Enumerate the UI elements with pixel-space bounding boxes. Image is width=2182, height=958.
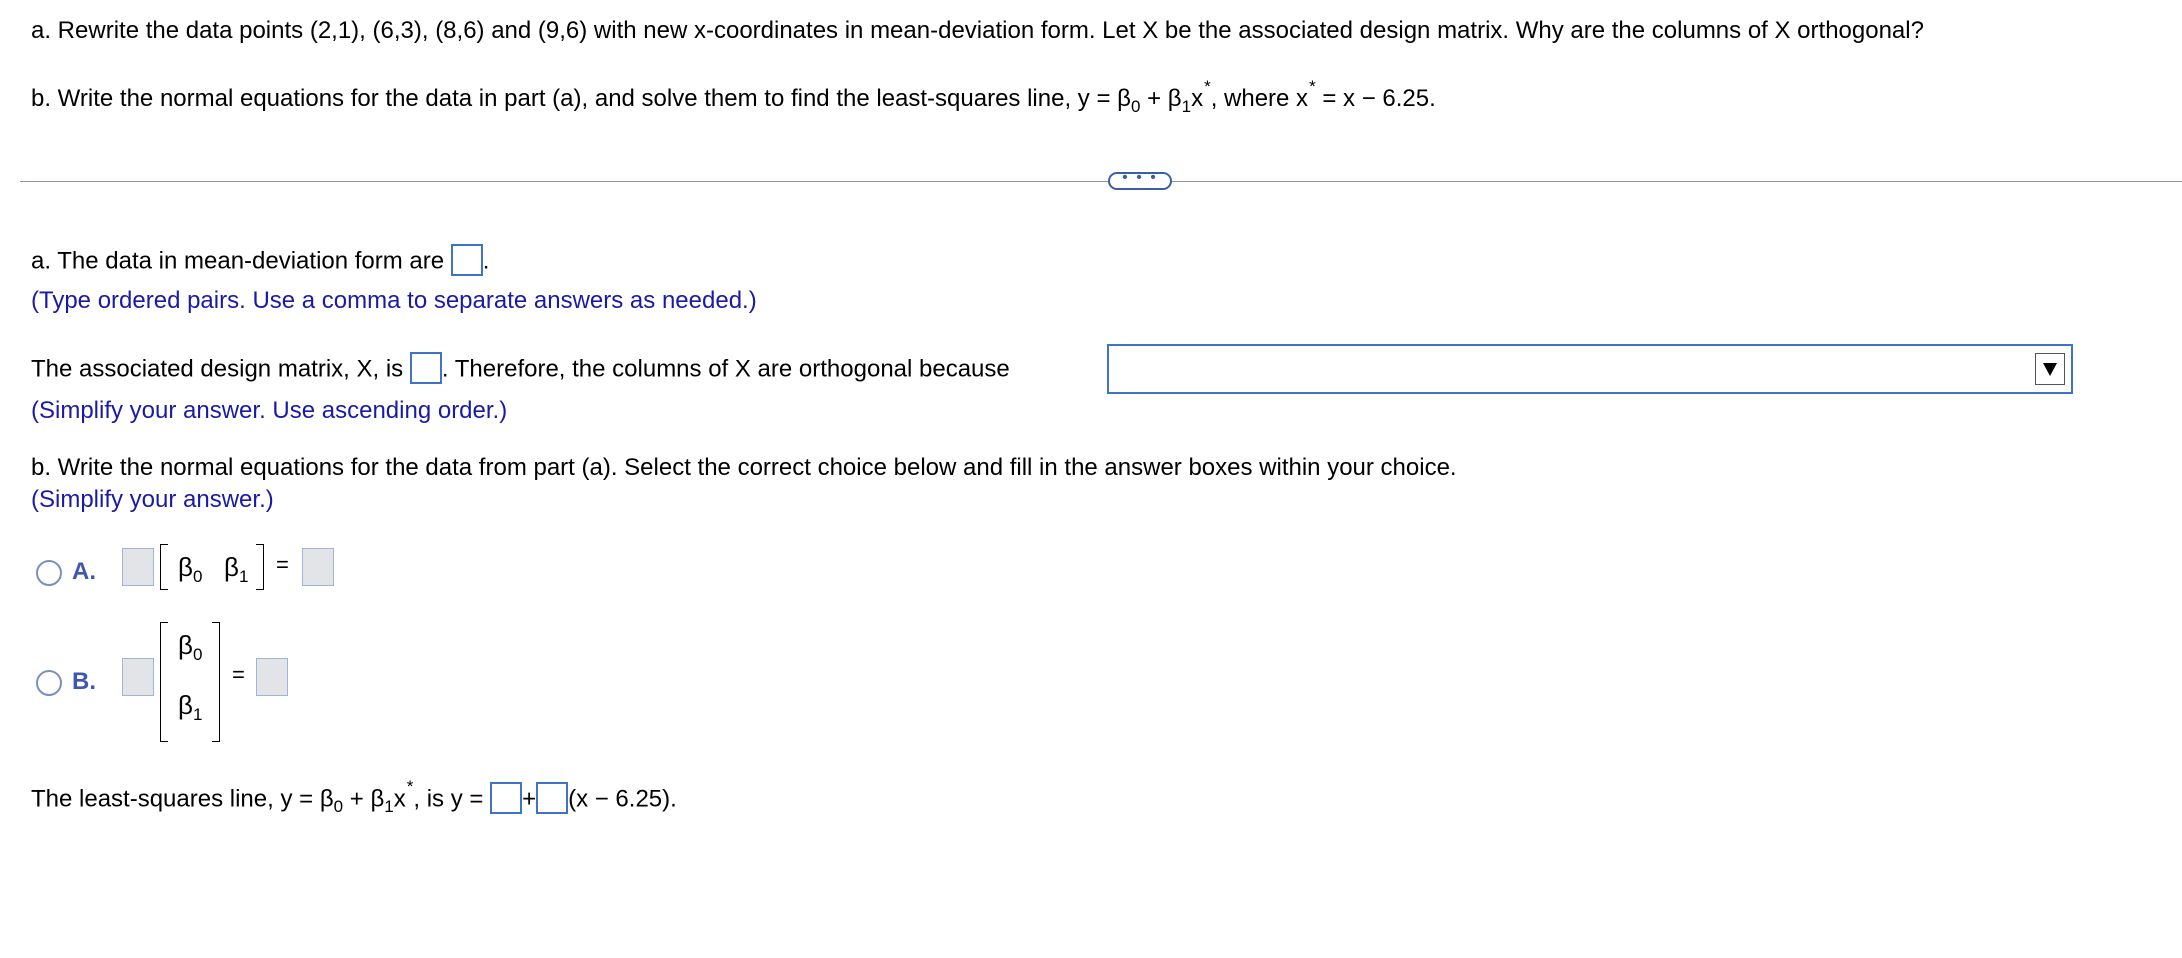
- option-a-radio[interactable]: [36, 560, 62, 586]
- mean-deviation-data-input[interactable]: [451, 244, 483, 276]
- option-a-label[interactable]: A.: [72, 558, 96, 585]
- question-part-a: a. Rewrite the data points (2,1), (6,3), (8,6) and (9,6) with new x-coordinates in mean-deviation form. Let X be the associated design matrix. Why are the columns of X orthogonal?: [31, 17, 1924, 44]
- least-squares-row: The least-squares line, $y = \beta_0 + \beta_1x^*$, is y = + (x − 6.25).: [31, 777, 677, 817]
- option-b-left-bracket: [160, 622, 168, 742]
- option-b-coefficient-matrix-input[interactable]: [122, 658, 154, 696]
- option-a-rhs-input[interactable]: [302, 548, 334, 586]
- part-b-prompt: b. Write the normal equations for the data from part (a). Select the correct choice below and fill in the answer boxes within your choice.: [31, 454, 1457, 481]
- design-matrix-row: The associated design matrix, X, is . Therefore, the columns of X are orthogonal because: [31, 354, 1010, 386]
- intercept-input[interactable]: [490, 782, 522, 814]
- option-a-coefficient-matrix-input[interactable]: [122, 548, 154, 586]
- more-options-button[interactable]: • • •: [1108, 172, 1172, 190]
- option-b-right-bracket: [212, 622, 220, 742]
- option-a-equals: =: [276, 552, 289, 577]
- answer-a-data-row: a. The data in mean-deviation form are .: [31, 246, 489, 278]
- orthogonal-reason-dropdown[interactable]: [1107, 344, 2073, 394]
- option-b-equals: =: [232, 662, 245, 687]
- question-part-b: b. Write the normal equations for the data in part (a), and solve them to find the least-squares line, $y = \beta_0 + \beta_1x^*$, where x* = x − 6.25.: [31, 77, 1436, 116]
- design-matrix-hint: (Simplify your answer. Use ascending order.): [31, 397, 508, 424]
- triangle-down-icon[interactable]: [2035, 353, 2065, 385]
- option-b-rhs-input[interactable]: [256, 658, 288, 696]
- option-b-radio[interactable]: [36, 670, 62, 696]
- option-a-left-bracket: [160, 544, 168, 590]
- option-a-right-bracket: [256, 544, 264, 590]
- part-b-hint: (Simplify your answer.): [31, 486, 274, 513]
- option-b-beta1: $\beta_1$: [178, 690, 203, 724]
- option-a-beta0: $\beta_0$: [178, 552, 203, 586]
- option-b-beta0: $\beta_0$: [178, 630, 203, 664]
- answer-a-hint: (Type ordered pairs. Use a comma to separate answers as needed.): [31, 287, 757, 314]
- section-divider: [20, 181, 2182, 182]
- design-matrix-input[interactable]: [410, 352, 442, 384]
- option-a-beta1: $\beta_1$: [224, 552, 249, 586]
- slope-input[interactable]: [536, 782, 568, 814]
- option-b-label[interactable]: B.: [72, 668, 96, 695]
